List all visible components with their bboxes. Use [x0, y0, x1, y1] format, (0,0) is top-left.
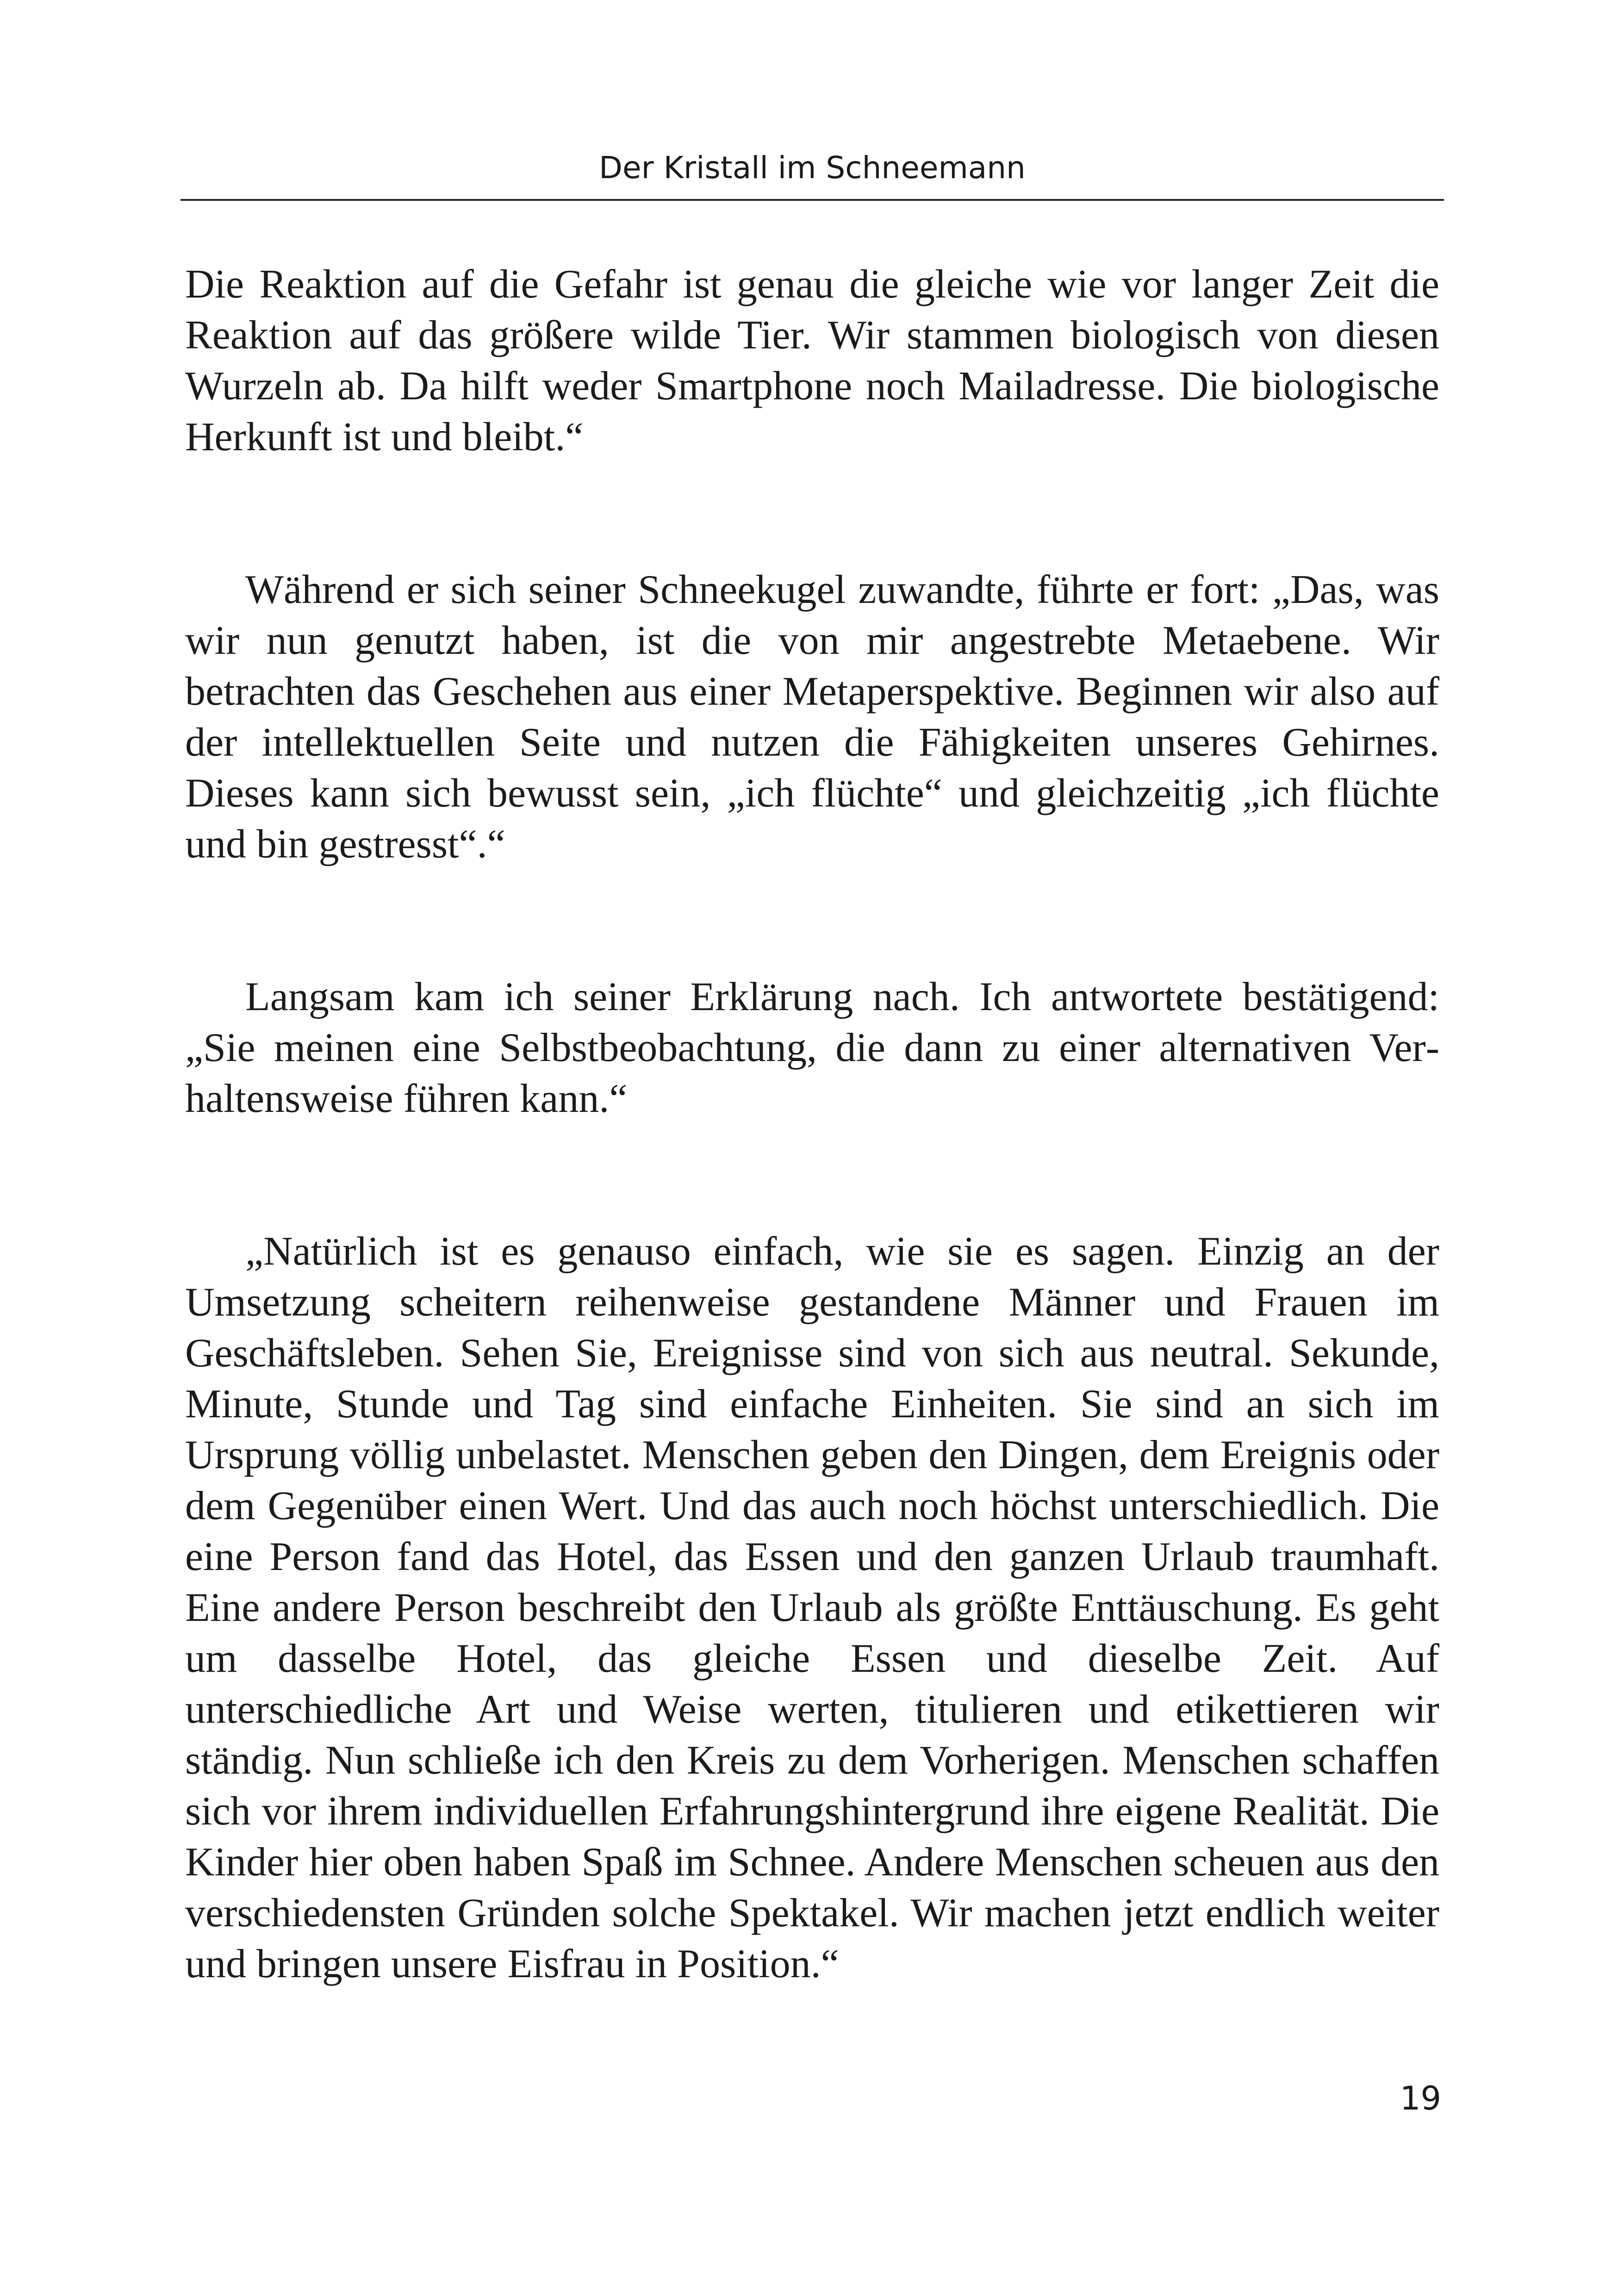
body-text	[185, 259, 1439, 1990]
running-header-title: Der Kristall im Schneemann	[599, 150, 1026, 186]
paragraph-4: „Natürlich ist es genauso einfach, wie sie es sagen. Einzig an der Umsetzung scheitern reihenweise gestandene Männer und Frauen im Geschäftsleben. Sehen Sie, Ereignisse sind von sich aus neutral. Sekunde, Minute, Stunde und Tag sind einfache Einheiten. Sie sind an sich im Ursprung völlig unbelastet. Menschen geben den Dingen, dem Ereignis oder dem Gegenüber einen Wert. Und das auch noch höchst unterschiedlich. Die eine Person fand das Hotel, das Essen und den ganzen Urlaub traumhaft. Eine andere Person beschreibt den Urlaub als größte Enttäuschung. Es geht um dasselbe Hotel, das gleiche Essen und dieselbe Zeit. Auf unterschiedliche Art und Weise werten, titulieren und etikettieren wir ständig. Nun schließe ich den Kreis zu dem Vorherigen. Menschen schaffen sich vor ihrem individuellen Erfahrungshintergrund ihre eigene Realität. Die Kinder hier oben haben Spaß im Schnee. Andere Menschen scheuen aus den verschiedensten Gründen solche Spektakel. Wir machen jetzt endlich weiter und bringen unsere Eisfrau in Position.“	[185, 1229, 1439, 1986]
paragraph-2: Während er sich seiner Schneekugel zuwandte, führte er fort: „Das, was wir nun genutzt haben, ist die von mir angestrebte Metaebene. Wir betrachten das Geschehen aus einer Metaperspektive. Beginnen wir also auf der intellektuellen Seite und nutzen die Fähigkeiten unseres Gehirnes. Dieses kann sich bewusst sein, „ich flüchte“ und gleichzeitig „ich flüchte und bin gestresst“.“	[185, 567, 1439, 867]
paragraph-1: Die Reaktion auf die Gefahr ist genau die gleiche wie vor langer Zeit die Reaktion auf das größere wilde Tier. Wir stammen biologisch von diesen Wurzeln ab. Da hilft weder Smartphone noch Mailadresse. Die biologische Herkunft ist und bleibt.“	[185, 262, 1439, 459]
page-number: 19	[1400, 2079, 1441, 2117]
header-rule	[180, 199, 1444, 201]
paragraph-3: Langsam kam ich seiner Erklärung nach. Ich antwortete bestätigend: „Sie meinen eine Selbstbeobachtung, die dann zu einer alternativen Verhaltensweise führen kann.“	[185, 974, 1439, 1121]
